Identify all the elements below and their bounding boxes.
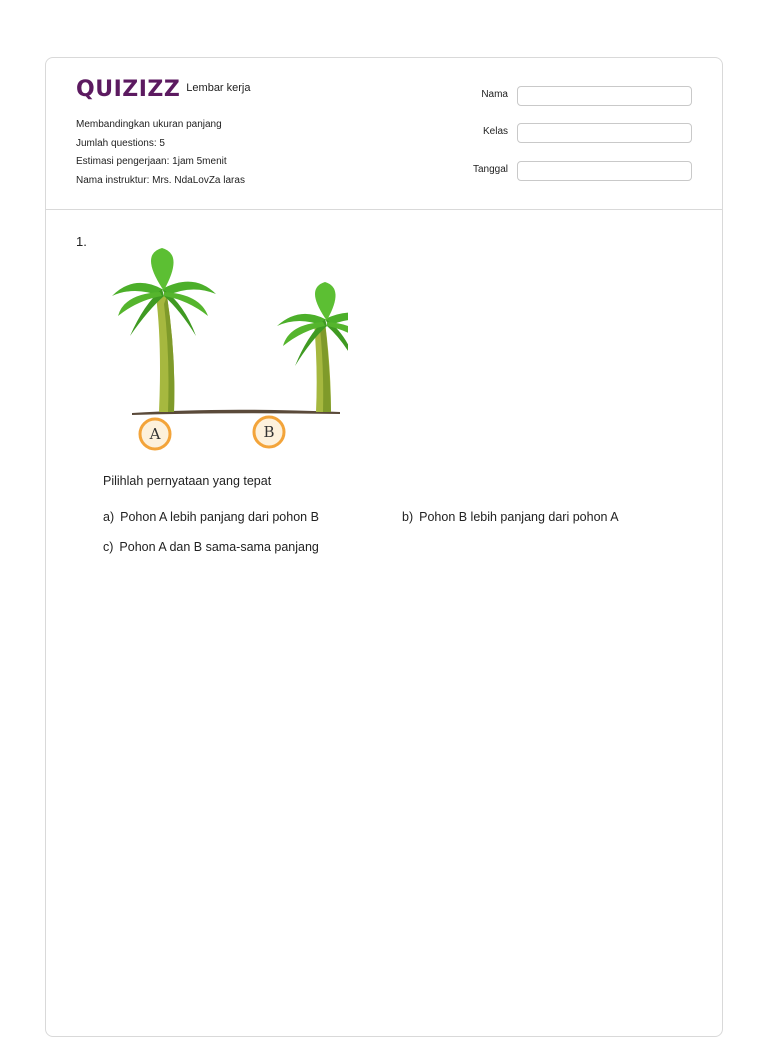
label-a-text: A — [149, 425, 161, 443]
option-c-text: Pohon A dan B sama-sama panjang — [119, 540, 319, 554]
date-label: Tanggal — [472, 164, 508, 175]
worksheet-card — [45, 57, 723, 1037]
option-a-letter: a) — [103, 510, 115, 524]
worksheet-header — [46, 58, 722, 210]
meta-estimated-time: Estimasi pengerjaan: 1jam 5menit — [76, 156, 227, 167]
option-c-letter: c) — [103, 540, 114, 554]
option-a-text: Pohon A lebih panjang dari pohon B — [120, 510, 319, 524]
date-field[interactable] — [517, 161, 692, 181]
option-b-text: Pohon B lebih panjang dari pohon A — [419, 510, 619, 524]
palm-trees-illustration — [104, 244, 348, 454]
question-prompt: Pilihlah pernyataan yang tepat — [103, 474, 272, 488]
quizizz-logo — [76, 78, 251, 102]
name-label: Nama — [481, 89, 508, 100]
logo-wordmark: QUIZIZZ — [76, 77, 181, 102]
label-a-badge — [140, 419, 170, 449]
logo-subtitle: Lembar kerja — [186, 82, 251, 94]
worksheet-meta — [76, 116, 245, 190]
option-b[interactable] — [402, 510, 619, 524]
meta-topic: Membandingkan ukuran panjang — [76, 119, 222, 130]
name-field[interactable] — [517, 86, 692, 106]
class-field[interactable] — [517, 123, 692, 143]
palm-tree-b — [277, 282, 348, 412]
class-label: Kelas — [482, 126, 508, 137]
label-b-text: B — [263, 423, 275, 441]
question-number: 1. — [76, 234, 87, 249]
meta-instructor: Nama instruktur: Mrs. NdaLovZa laras — [76, 174, 245, 186]
meta-question-count: Jumlah questions: 5 — [76, 137, 165, 149]
option-c[interactable] — [103, 540, 319, 554]
option-a[interactable] — [103, 510, 319, 524]
palm-tree-a — [112, 248, 216, 412]
option-b-letter: b) — [402, 510, 414, 524]
label-b-badge — [254, 417, 284, 447]
